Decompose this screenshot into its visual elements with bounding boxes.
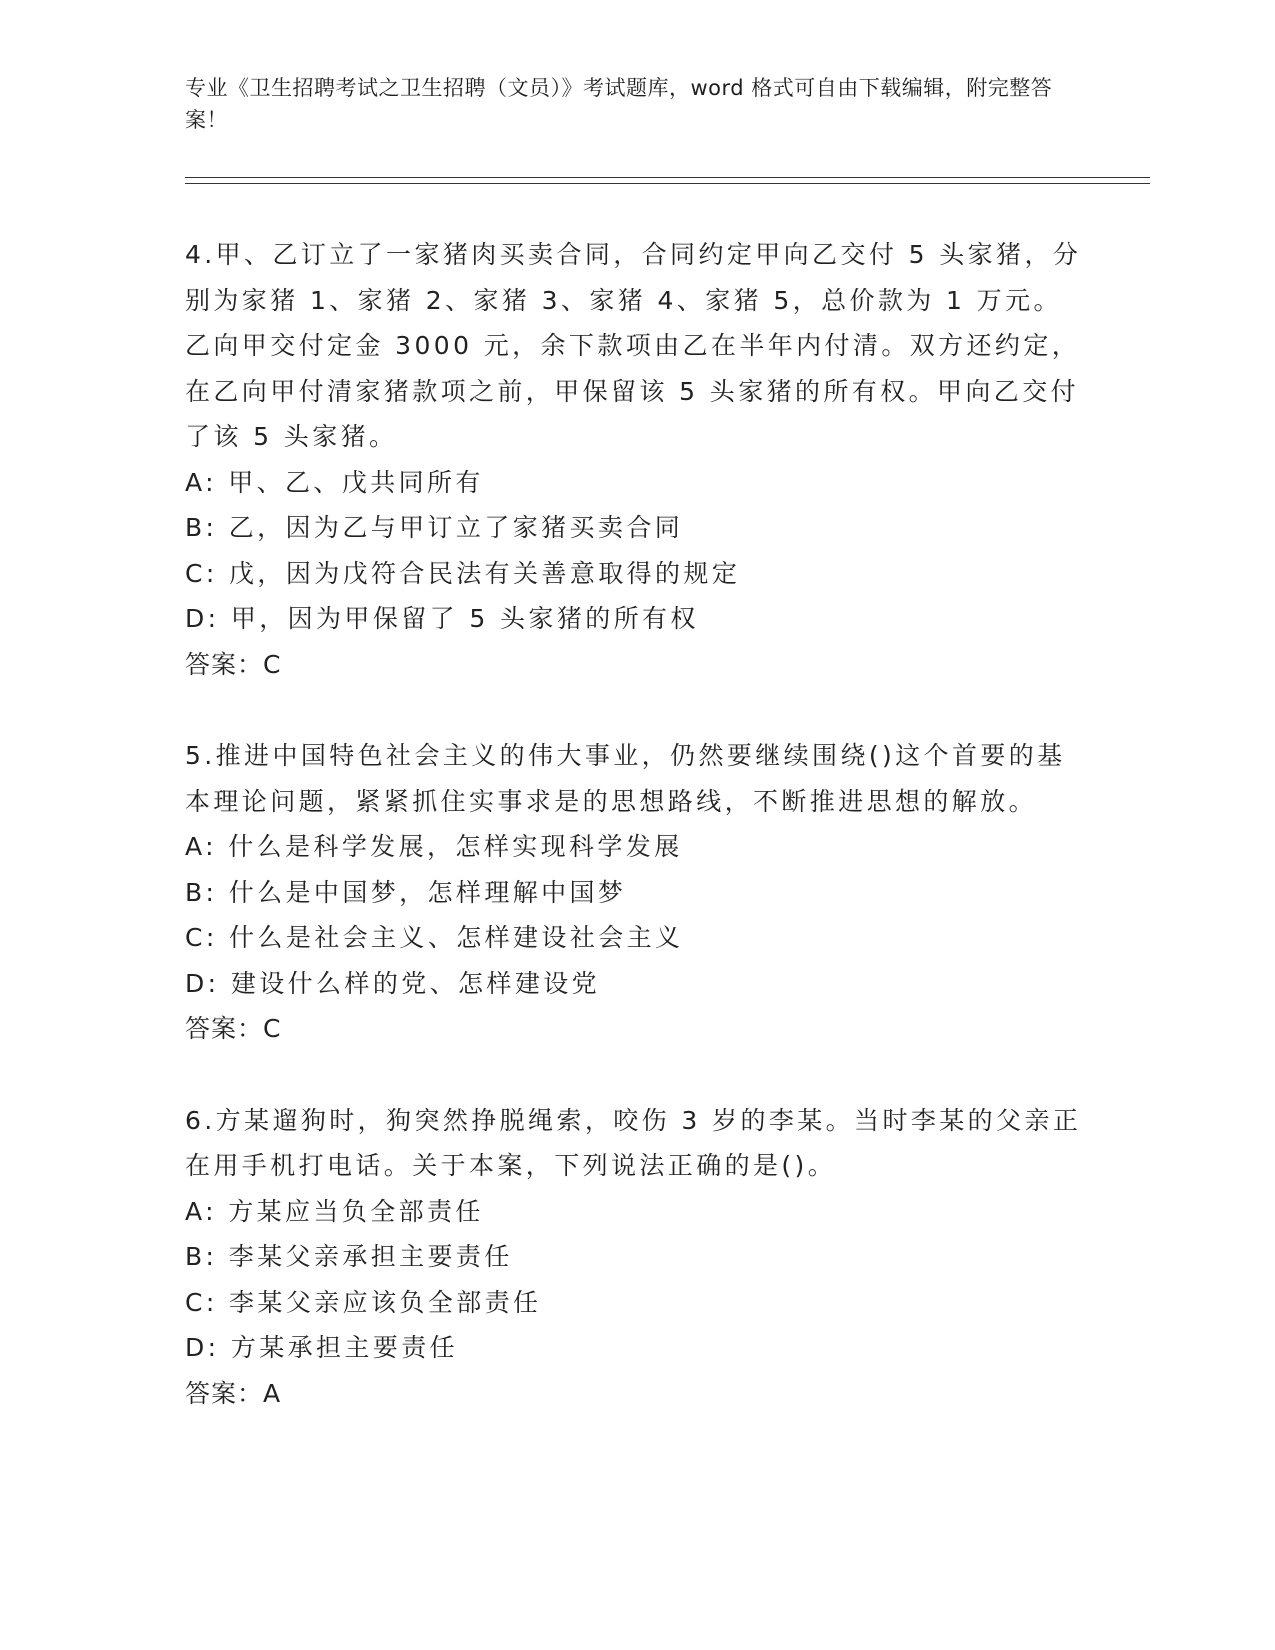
option-c: C: 什么是社会主义、怎样建设社会主义 bbox=[185, 923, 684, 952]
header-divider-secondary bbox=[185, 183, 1150, 184]
option-d: D: 建设什么样的党、怎样建设党 bbox=[185, 968, 601, 998]
option-c: C: 戊，因为戊符合民法有关善意取得的规定 bbox=[185, 558, 741, 588]
question-list bbox=[185, 232, 1090, 1416]
option-list bbox=[185, 460, 1090, 642]
option-d: D: 甲，因为甲保留了 5 头家猪的所有权 bbox=[185, 604, 699, 633]
answer-label: 答案：C bbox=[185, 1014, 282, 1043]
option-a: A: 方某应当负全部责任 bbox=[185, 1196, 484, 1226]
question-text: 4.甲、乙订立了一家猪肉买卖合同，合同约定甲向乙交付 5 头家猪，分别为家猪 1、家猪 2、家猪 3、家猪 4、家猪 5，总价款为 1 万元。乙向甲交付定金 3000 元，余下款项由乙在半年内付清。双方还约定，在乙向甲付清家猪款项之前，甲保留该 5 头家猪的所有权。甲向乙交付了该 5 头家猪。 bbox=[185, 240, 1082, 451]
header-divider bbox=[185, 177, 1150, 178]
option-list bbox=[185, 1189, 1090, 1371]
question-item bbox=[185, 1098, 1090, 1417]
answer-label: 答案：C bbox=[185, 649, 282, 679]
question-text: 6.方某遛狗时，狗突然挣脱绳索，咬伤 3 岁的李某。当时李某的父亲正在用手机打电话。关于本案，下列说法正确的是()。 bbox=[185, 1105, 1082, 1180]
option-a: A: 甲、乙、戊共同所有 bbox=[185, 467, 484, 497]
option-a: A: 什么是科学发展，怎样实现科学发展 bbox=[185, 832, 683, 861]
option-b: B: 什么是中国梦，怎样理解中国梦 bbox=[185, 877, 627, 907]
option-b: B: 乙，因为乙与甲订立了家猪买卖合同 bbox=[185, 513, 684, 542]
question-gap bbox=[185, 687, 1090, 733]
option-b: B: 李某父亲承担主要责任 bbox=[185, 1242, 513, 1271]
document-header: 专业《卫生招聘考试之卫生招聘（文员）》考试题库，word 格式可自由下载编辑，附完整答案！ bbox=[185, 76, 1053, 132]
option-d: D: 方某承担主要责任 bbox=[185, 1333, 459, 1362]
option-c: C: 李某父亲应该负全部责任 bbox=[185, 1287, 542, 1317]
question-gap bbox=[185, 1052, 1090, 1098]
option-list bbox=[185, 824, 1090, 1006]
answer-label: 答案：A bbox=[185, 1378, 282, 1408]
question-item bbox=[185, 733, 1090, 1052]
question-text: 5.推进中国特色社会主义的伟大事业，仍然要继续围绕()这个首要的基本理论问题，紧紧抓住实事求是的思想路线，不断推进思想的解放。 bbox=[185, 741, 1066, 816]
question-item bbox=[185, 232, 1090, 687]
